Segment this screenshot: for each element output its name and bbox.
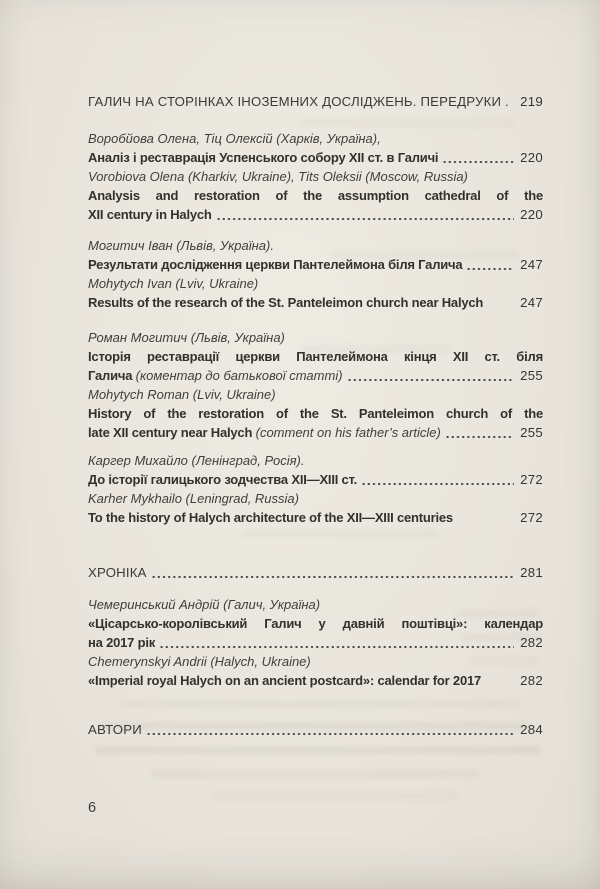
- toc-line: [88, 347, 543, 366]
- dot-leader: [159, 644, 514, 650]
- folio-page-number: 6: [88, 800, 97, 816]
- toc-line-text: [88, 470, 357, 489]
- page-number: 219: [520, 94, 543, 109]
- page-number: 255: [520, 368, 543, 383]
- text-part: Воробйова Олена, Тіц Олексій (Харків, Україна),: [88, 131, 381, 146]
- toc-line: [88, 205, 543, 224]
- text-part: Могитич Іван (Львів, Україна).: [88, 238, 274, 253]
- dot-leader: [146, 731, 514, 737]
- dot-leader: [445, 434, 514, 440]
- page-number: 282: [520, 673, 543, 688]
- toc-line: [88, 470, 543, 489]
- toc-line: [88, 167, 543, 186]
- toc-line-text: [88, 614, 543, 633]
- text-part: Результати дослідження церкви Пантелеймона біля Галича: [88, 257, 463, 272]
- toc-line: [88, 404, 543, 423]
- toc-line-text: [88, 236, 274, 255]
- toc-line-text: [88, 186, 543, 205]
- section-heading-khronika: [88, 563, 543, 582]
- page-number: 247: [520, 295, 543, 310]
- toc-line-text: [88, 633, 155, 652]
- section-heading-peredruky: [88, 92, 543, 111]
- toc-entry-chemerynskyi: [88, 595, 543, 690]
- toc-line-text: [88, 129, 381, 148]
- text-part: Каргер Михайло (Ленінград, Росія).: [88, 453, 305, 468]
- text-part: на 2017 рік: [88, 635, 156, 650]
- toc-line: [88, 720, 543, 739]
- toc-line: [88, 633, 543, 652]
- toc-line: [88, 293, 543, 312]
- toc-line-text: [88, 385, 276, 404]
- toc-line-text: [88, 148, 438, 167]
- showthrough-smudge: [150, 770, 480, 778]
- dot-leader: [151, 574, 514, 580]
- toc-line-text: [88, 205, 212, 224]
- text-part: XII century in Halych: [88, 207, 212, 222]
- text-part: ГАЛИЧ НА СТОРІНКАХ ІНОЗЕМНИХ ДОСЛІДЖЕНЬ. ПЕРЕДРУКИ .: [88, 94, 509, 109]
- page-number: 272: [520, 472, 543, 487]
- text-part: (comment on his father’s article): [255, 425, 441, 440]
- text-part: Mohytych Roman (Lviv, Ukraine): [88, 387, 276, 402]
- toc-line: [88, 508, 543, 527]
- toc-line: [88, 255, 543, 274]
- toc-line: [88, 274, 543, 293]
- toc-line: [88, 129, 543, 148]
- dot-leader: [347, 377, 515, 383]
- toc-line: [88, 671, 543, 690]
- section-heading-avtory: [88, 720, 543, 739]
- toc-line-text: [88, 563, 147, 582]
- toc-line: [88, 489, 543, 508]
- toc-line: [88, 385, 543, 404]
- toc-entry-mohytych-roman: [88, 328, 543, 442]
- toc-line: [88, 423, 543, 442]
- toc-line-text: [88, 652, 311, 671]
- text-part: «Imperial royal Halych on an ancient postcard»: calendar for 2017: [88, 673, 482, 688]
- toc: [88, 92, 543, 739]
- dot-leader: [216, 216, 514, 222]
- toc-line: [88, 328, 543, 347]
- page-number: 281: [520, 565, 543, 580]
- text-part: Історія реставрації церкви Пантелеймона кінця XII ст. біля: [88, 349, 543, 364]
- toc-line: [88, 236, 543, 255]
- toc-line-text: [88, 423, 441, 442]
- showthrough-smudge: [210, 792, 460, 800]
- toc-line: [88, 186, 543, 205]
- text-part: «Цісарсько-королівський Галич у давній поштівці»: календар: [88, 616, 543, 631]
- toc-line: [88, 366, 543, 385]
- page-number: 247: [520, 257, 543, 272]
- toc-line-text: [88, 92, 509, 111]
- text-part: late XII century near Halych: [88, 425, 256, 440]
- text-part: Галича: [88, 368, 136, 383]
- page-number: 220: [520, 207, 543, 222]
- toc-entry-vorobiova-tits: [88, 129, 543, 224]
- toc-line-text: [88, 328, 285, 347]
- toc-line-text: [88, 508, 453, 527]
- toc-line: [88, 652, 543, 671]
- text-part: Vorobiova Olena (Kharkiv, Ukraine), Tits Oleksii (Moscow, Russia): [88, 169, 468, 184]
- toc-entry-mohytych-ivan: [88, 236, 543, 312]
- text-part: To the history of Halych architecture of the XII—XIII centuries: [88, 510, 453, 525]
- dot-leader: [442, 159, 514, 165]
- toc-line-text: [88, 671, 481, 690]
- toc-line-text: [88, 255, 462, 274]
- text-part: Karher Mykhailo (Leningrad, Russia): [88, 491, 299, 506]
- toc-line-text: [88, 274, 258, 293]
- text-part: До історії галицького зодчества XII—XIII ст.: [88, 472, 358, 487]
- text-part: Mohytych Ivan (Lviv, Ukraine): [88, 276, 259, 291]
- text-part: Роман Могитич (Львів, Україна): [88, 330, 285, 345]
- toc-line-text: [88, 489, 299, 508]
- text-part: History of the restoration of the St. Panteleimon church of the: [88, 406, 543, 421]
- text-part: Analysis and restoration of the assumption cathedral of the: [88, 188, 543, 203]
- page-number: 284: [520, 722, 543, 737]
- toc-line-text: [88, 167, 468, 186]
- toc-line-text: [88, 451, 304, 470]
- text-part: Results of the research of the St. Panteleimon church near Halych: [88, 295, 484, 310]
- toc-line: [88, 614, 543, 633]
- toc-line: [88, 92, 543, 111]
- text-part: Чемеринський Андрій (Галич, Україна): [88, 597, 321, 612]
- toc-line: [88, 595, 543, 614]
- page-number: 220: [520, 150, 543, 165]
- dot-leader: [466, 266, 514, 272]
- toc-line: [88, 148, 543, 167]
- toc-line-text: [88, 404, 543, 423]
- toc-line: [88, 451, 543, 470]
- toc-line: [88, 563, 543, 582]
- showthrough-smudge: [95, 746, 540, 754]
- toc-line-text: [88, 347, 543, 366]
- toc-line-text: [88, 366, 343, 385]
- text-part: Chemerynskyi Andrii (Halych, Ukraine): [88, 654, 311, 669]
- text-part: ХРОНІКА: [88, 565, 147, 580]
- toc-entry-karher: [88, 451, 543, 527]
- page-number: 272: [520, 510, 543, 525]
- text-part: Аналіз і реставрація Успенського собору XII ст. в Галичі: [88, 150, 439, 165]
- page-number: 255: [520, 425, 543, 440]
- text-part: (коментар до батькової статті): [135, 368, 343, 383]
- toc-line-text: [88, 720, 142, 739]
- page-number: 282: [520, 635, 543, 650]
- dot-leader: [361, 481, 514, 487]
- toc-line-text: [88, 293, 483, 312]
- text-part: АВТОРИ: [88, 722, 142, 737]
- toc-line-text: [88, 595, 320, 614]
